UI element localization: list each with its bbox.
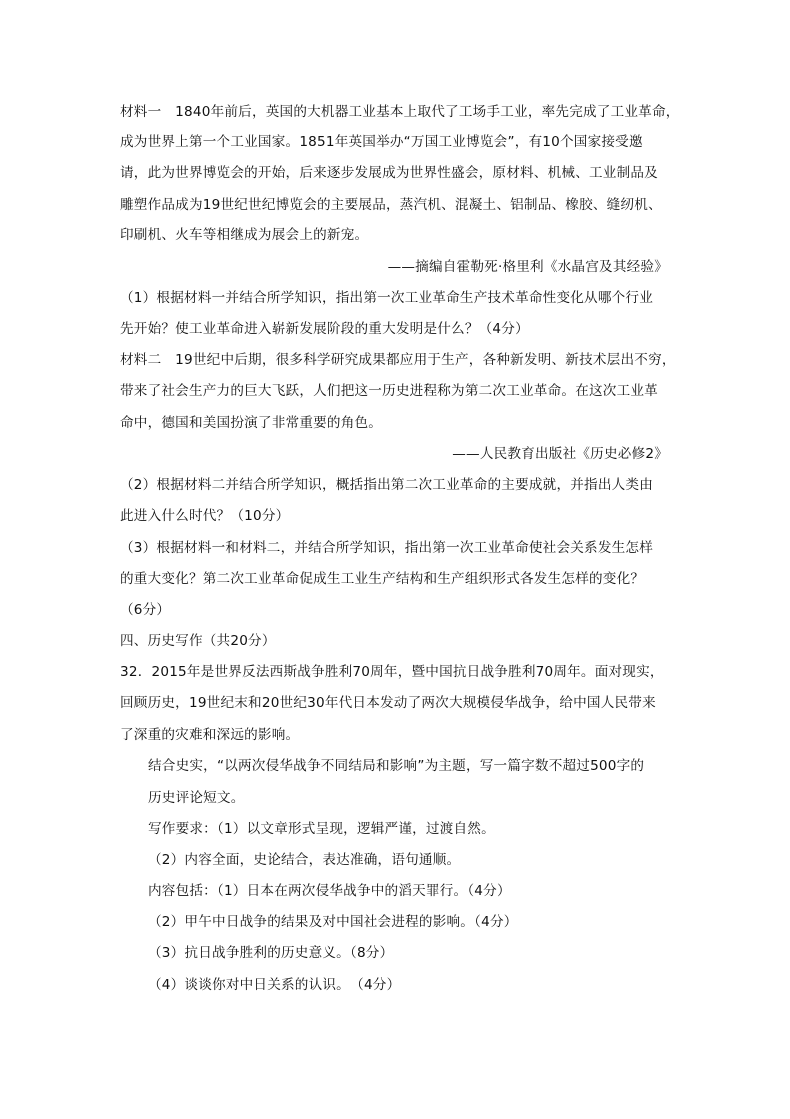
material-two-source: ——人民教育出版社《历史必修2》 [452, 446, 668, 462]
writing-task-line: 结合史实，“以两次侵华战争不同结局和影响”为主题，写一篇字数不超过500字的 [148, 758, 645, 774]
content-item: （2）甲午中日战争的结果及对中国社会进程的影响。（4分） [148, 914, 518, 930]
question-line: 32．2015年是世界反法西斯战争胜利70周年，暨中国抗日战争胜利70周年。面对现实， [120, 664, 664, 680]
question-line: 回顾历史，19世纪末和20世纪30年代日本发动了两次大规模侵华战争，给中国人民带来 [120, 695, 656, 711]
material-two-line: 命中，德国和美国扮演了非常重要的角色。 [120, 415, 383, 431]
material-two-line: 材料二 19世纪中后期，很多科学研究成果都应用于生产，各种新发明、新技术层出不穷， [120, 352, 676, 368]
material-one-source: ——摘编自霍勒死·格里利《水晶宫及其经验》 [387, 259, 668, 275]
content-item: （4）谈谈你对中日关系的认识。 （4分） [148, 977, 401, 993]
content-item: （3）抗日战争胜利的历史意义。（8分） [148, 945, 394, 961]
material-one-line: 材料一 1840年前后，英国的大机器工业基本上取代了工场手工业，率先完成了工业革命， [120, 104, 680, 120]
material-one-line: 请，此为世界博览会的开始，后来逐步发展成为世界性盛会，原材料、机械、工业制品及 [120, 165, 658, 181]
question-line: 的重大变化？第二次工业革命促成生工业生产结构和生产组织形式各发生怎样的变化？ [120, 571, 645, 587]
question-line: （1）根据材料一并结合所学知识，指出第一次工业革命生产技术革命性变化从哪个行业 [120, 290, 654, 306]
requirement-line: （2）内容全面，史论结合，表达准确，语句通顺。 [148, 852, 461, 868]
question-line: 此进入什么时代？（10分） [120, 508, 290, 524]
question-line: （2）根据材料二并结合所学知识，概括指出第二次工业革命的主要成就，并指出人类由 [120, 477, 654, 493]
question-line: 先开始？使工业革命进入崭新发展阶段的重大发明是什么？（4分） [120, 321, 529, 337]
requirement-line: 写作要求：（1）以文章形式呈现，逻辑严谨，过渡自然。 [148, 821, 495, 837]
content-item: 内容包括：（1）日本在两次侵华战争中的滔天罪行。（4分） [148, 883, 511, 899]
material-one-line: 印刷机、火车等相继成为展会上的新宠。 [120, 227, 369, 243]
question-line: （3）根据材料一和材料二，并结合所学知识，指出第一次工业革命使社会关系发生怎样 [120, 540, 654, 556]
material-two-line: 带来了社会生产力的巨大飞跃，人们把这一历史进程称为第二次工业革命。在这次工业革 [120, 383, 658, 399]
material-one-line: 成为世界上第一个工业国家。1851年英国举办“万国工业博览会”，有10个国家接受邀 [120, 134, 643, 150]
writing-task-line: 历史评论短文。 [148, 790, 245, 806]
material-one-line: 雕塑作品成为19世纪世纪博览会的主要展品，蒸汽机、混凝土、铝制品、橡胶、缝纫机、 [120, 197, 662, 213]
section-four-heading: 四、历史写作（共20分） [120, 633, 276, 649]
question-line: （6分） [120, 602, 171, 618]
question-line: 了深重的灾难和深远的影响。 [120, 727, 300, 743]
